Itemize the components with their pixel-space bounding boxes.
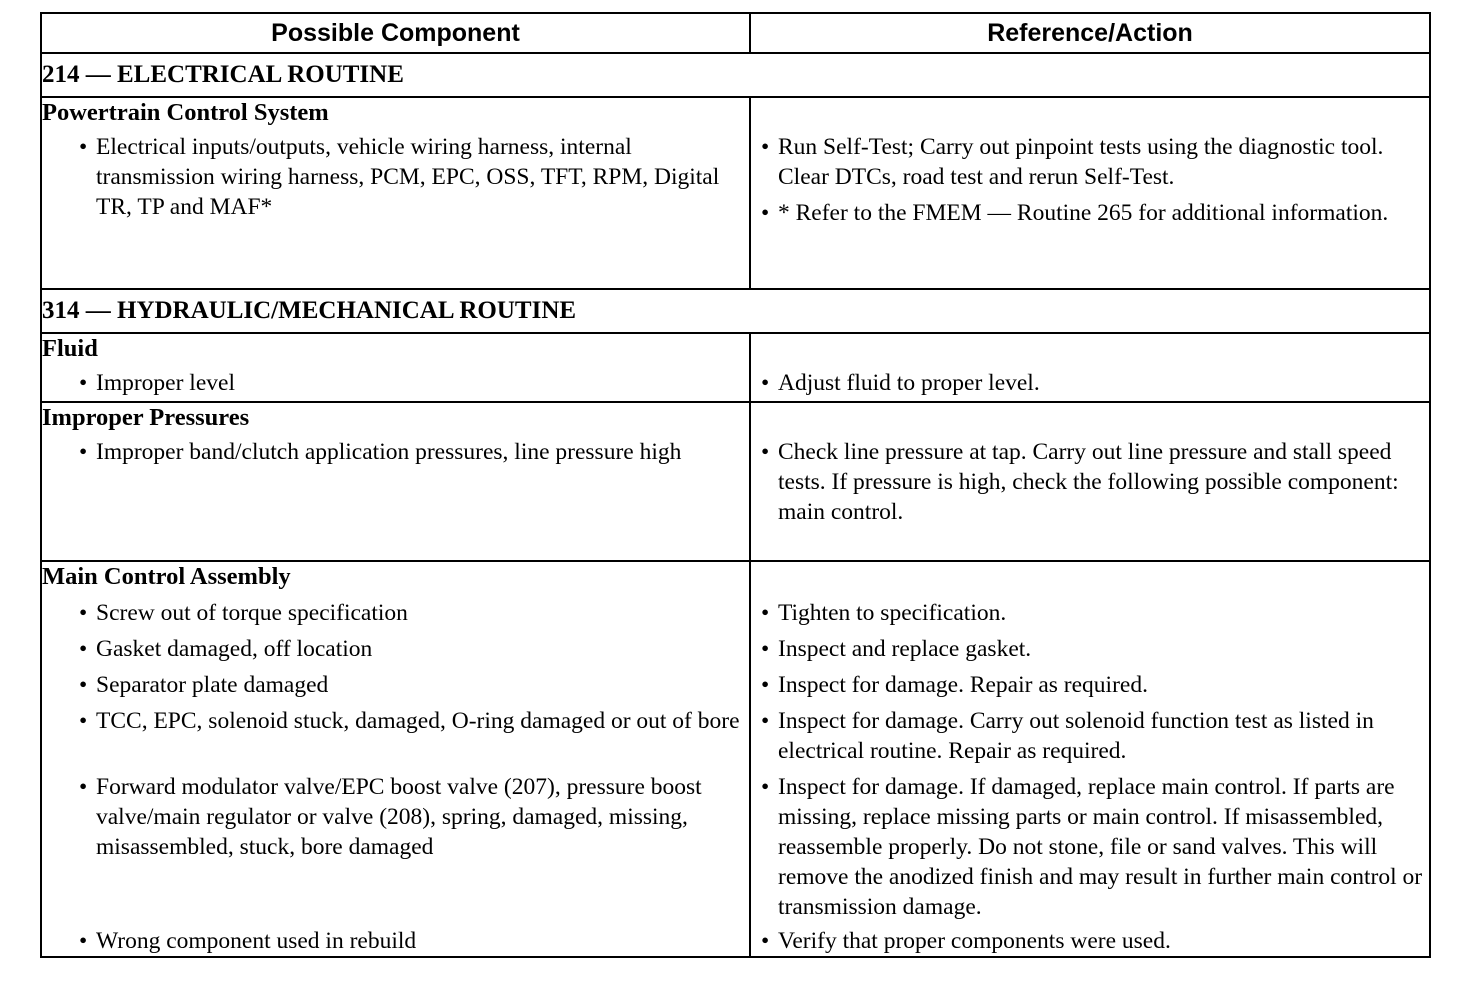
group-title: Powertrain Control System (42, 99, 329, 126)
component-text: Electrical inputs/outputs, vehicle wiring harness, internal transmission wiring harness, PCM, EPC, OSS, TFT, RPM, Digital TR, TP and MAF* (96, 134, 720, 220)
bullet-icon: • (761, 200, 770, 226)
component-text: Wrong component used in rebuild (96, 928, 417, 954)
component-cell (41, 333, 750, 402)
bullet-icon: • (79, 370, 88, 396)
bullet-icon: • (79, 600, 88, 626)
list-item (42, 706, 749, 766)
table-row (41, 561, 1430, 957)
action-text: Check line pressure at tap. Carry out line pressure and stall speed tests. If pressure is high, check the following possible component: main control. (778, 439, 1399, 525)
table-row (41, 333, 1430, 402)
component-cell (41, 97, 750, 289)
action-cell (750, 402, 1430, 561)
list-item (42, 772, 749, 922)
bullet-icon: • (761, 134, 770, 160)
list-item (751, 198, 1429, 228)
list-item (42, 634, 749, 664)
list-item (42, 368, 749, 398)
table-header-row (41, 13, 1430, 53)
list-item (751, 132, 1429, 192)
component-text: Separator plate damaged (96, 672, 329, 698)
list-item (42, 437, 749, 467)
action-text: Run Self-Test; Carry out pinpoint tests using the diagnostic tool. Clear DTCs, road test and rerun Self-Test. (778, 134, 1384, 190)
list-item (751, 670, 1429, 700)
table-row (41, 402, 1430, 561)
section-row (41, 289, 1430, 333)
list-item (42, 132, 749, 222)
bullet-icon: • (79, 134, 88, 160)
group-title: Improper Pressures (42, 404, 250, 431)
bullet-icon: • (79, 636, 88, 662)
list-item (751, 706, 1429, 766)
component-text: Screw out of torque specification (96, 600, 408, 626)
bullet-icon: • (761, 600, 770, 626)
action-text: * Refer to the FMEM — Routine 265 for additional information. (778, 200, 1389, 226)
list-item (751, 368, 1429, 398)
bullet-icon: • (79, 774, 88, 800)
list-item (751, 598, 1429, 628)
header-possible-component: Possible Component (41, 13, 750, 53)
bullet-icon: • (79, 708, 88, 734)
header-reference-action: Reference/Action (750, 13, 1430, 53)
component-text: Improper band/clutch application pressures, line pressure high (96, 439, 682, 465)
section-row (41, 53, 1430, 97)
list-item (751, 926, 1429, 956)
group-title: Main Control Assembly (42, 563, 291, 590)
component-text: Forward modulator valve/EPC boost valve (207), pressure boost valve/main regulator or valve (208), spring, damaged, missing, misassembled, stuck, bore damaged (96, 774, 702, 860)
component-text: Improper level (96, 370, 235, 396)
action-cell (750, 97, 1430, 289)
bullet-icon: • (761, 439, 770, 465)
component-cell (41, 561, 750, 957)
group-title: Fluid (42, 335, 98, 362)
bullet-icon: • (79, 439, 88, 465)
action-text: Inspect for damage. Repair as required. (778, 672, 1148, 698)
action-text: Inspect and replace gasket. (778, 636, 1032, 662)
section-214-title: 214 — ELECTRICAL ROUTINE (41, 53, 1430, 97)
action-text: Inspect for damage. Carry out solenoid function test as listed in electrical routine. Repair as required. (778, 708, 1374, 764)
action-cell (750, 561, 1430, 957)
bullet-icon: • (761, 928, 770, 954)
bullet-icon: • (761, 370, 770, 396)
action-text: Tighten to specification. (778, 600, 1007, 626)
list-item (42, 670, 749, 700)
bullet-icon: • (761, 636, 770, 662)
action-text: Inspect for damage. If damaged, replace main control. If parts are missing, replace missing parts or main control. If misassembled, reassemble properly. Do not stone, file or sand valves. This will remove the anodized finish and may result in further main control or transmission damage. (778, 774, 1423, 920)
action-cell (750, 333, 1430, 402)
table-row (41, 97, 1430, 289)
action-text: Adjust fluid to proper level. (778, 370, 1040, 396)
diagnostic-table (40, 12, 1431, 958)
list-item (751, 772, 1429, 922)
bullet-icon: • (761, 672, 770, 698)
list-item (42, 926, 749, 956)
list-item (751, 437, 1429, 527)
bullet-icon: • (761, 774, 770, 800)
list-item (751, 634, 1429, 664)
bullet-icon: • (79, 928, 88, 954)
action-text: Verify that proper components were used. (778, 928, 1171, 954)
component-text: Gasket damaged, off location (96, 636, 373, 662)
bullet-icon: • (761, 708, 770, 734)
component-text: TCC, EPC, solenoid stuck, damaged, O-ring damaged or out of bore (96, 708, 740, 734)
bullet-icon: • (79, 672, 88, 698)
section-314-title: 314 — HYDRAULIC/MECHANICAL ROUTINE (41, 289, 1430, 333)
component-cell (41, 402, 750, 561)
list-item (42, 598, 749, 628)
